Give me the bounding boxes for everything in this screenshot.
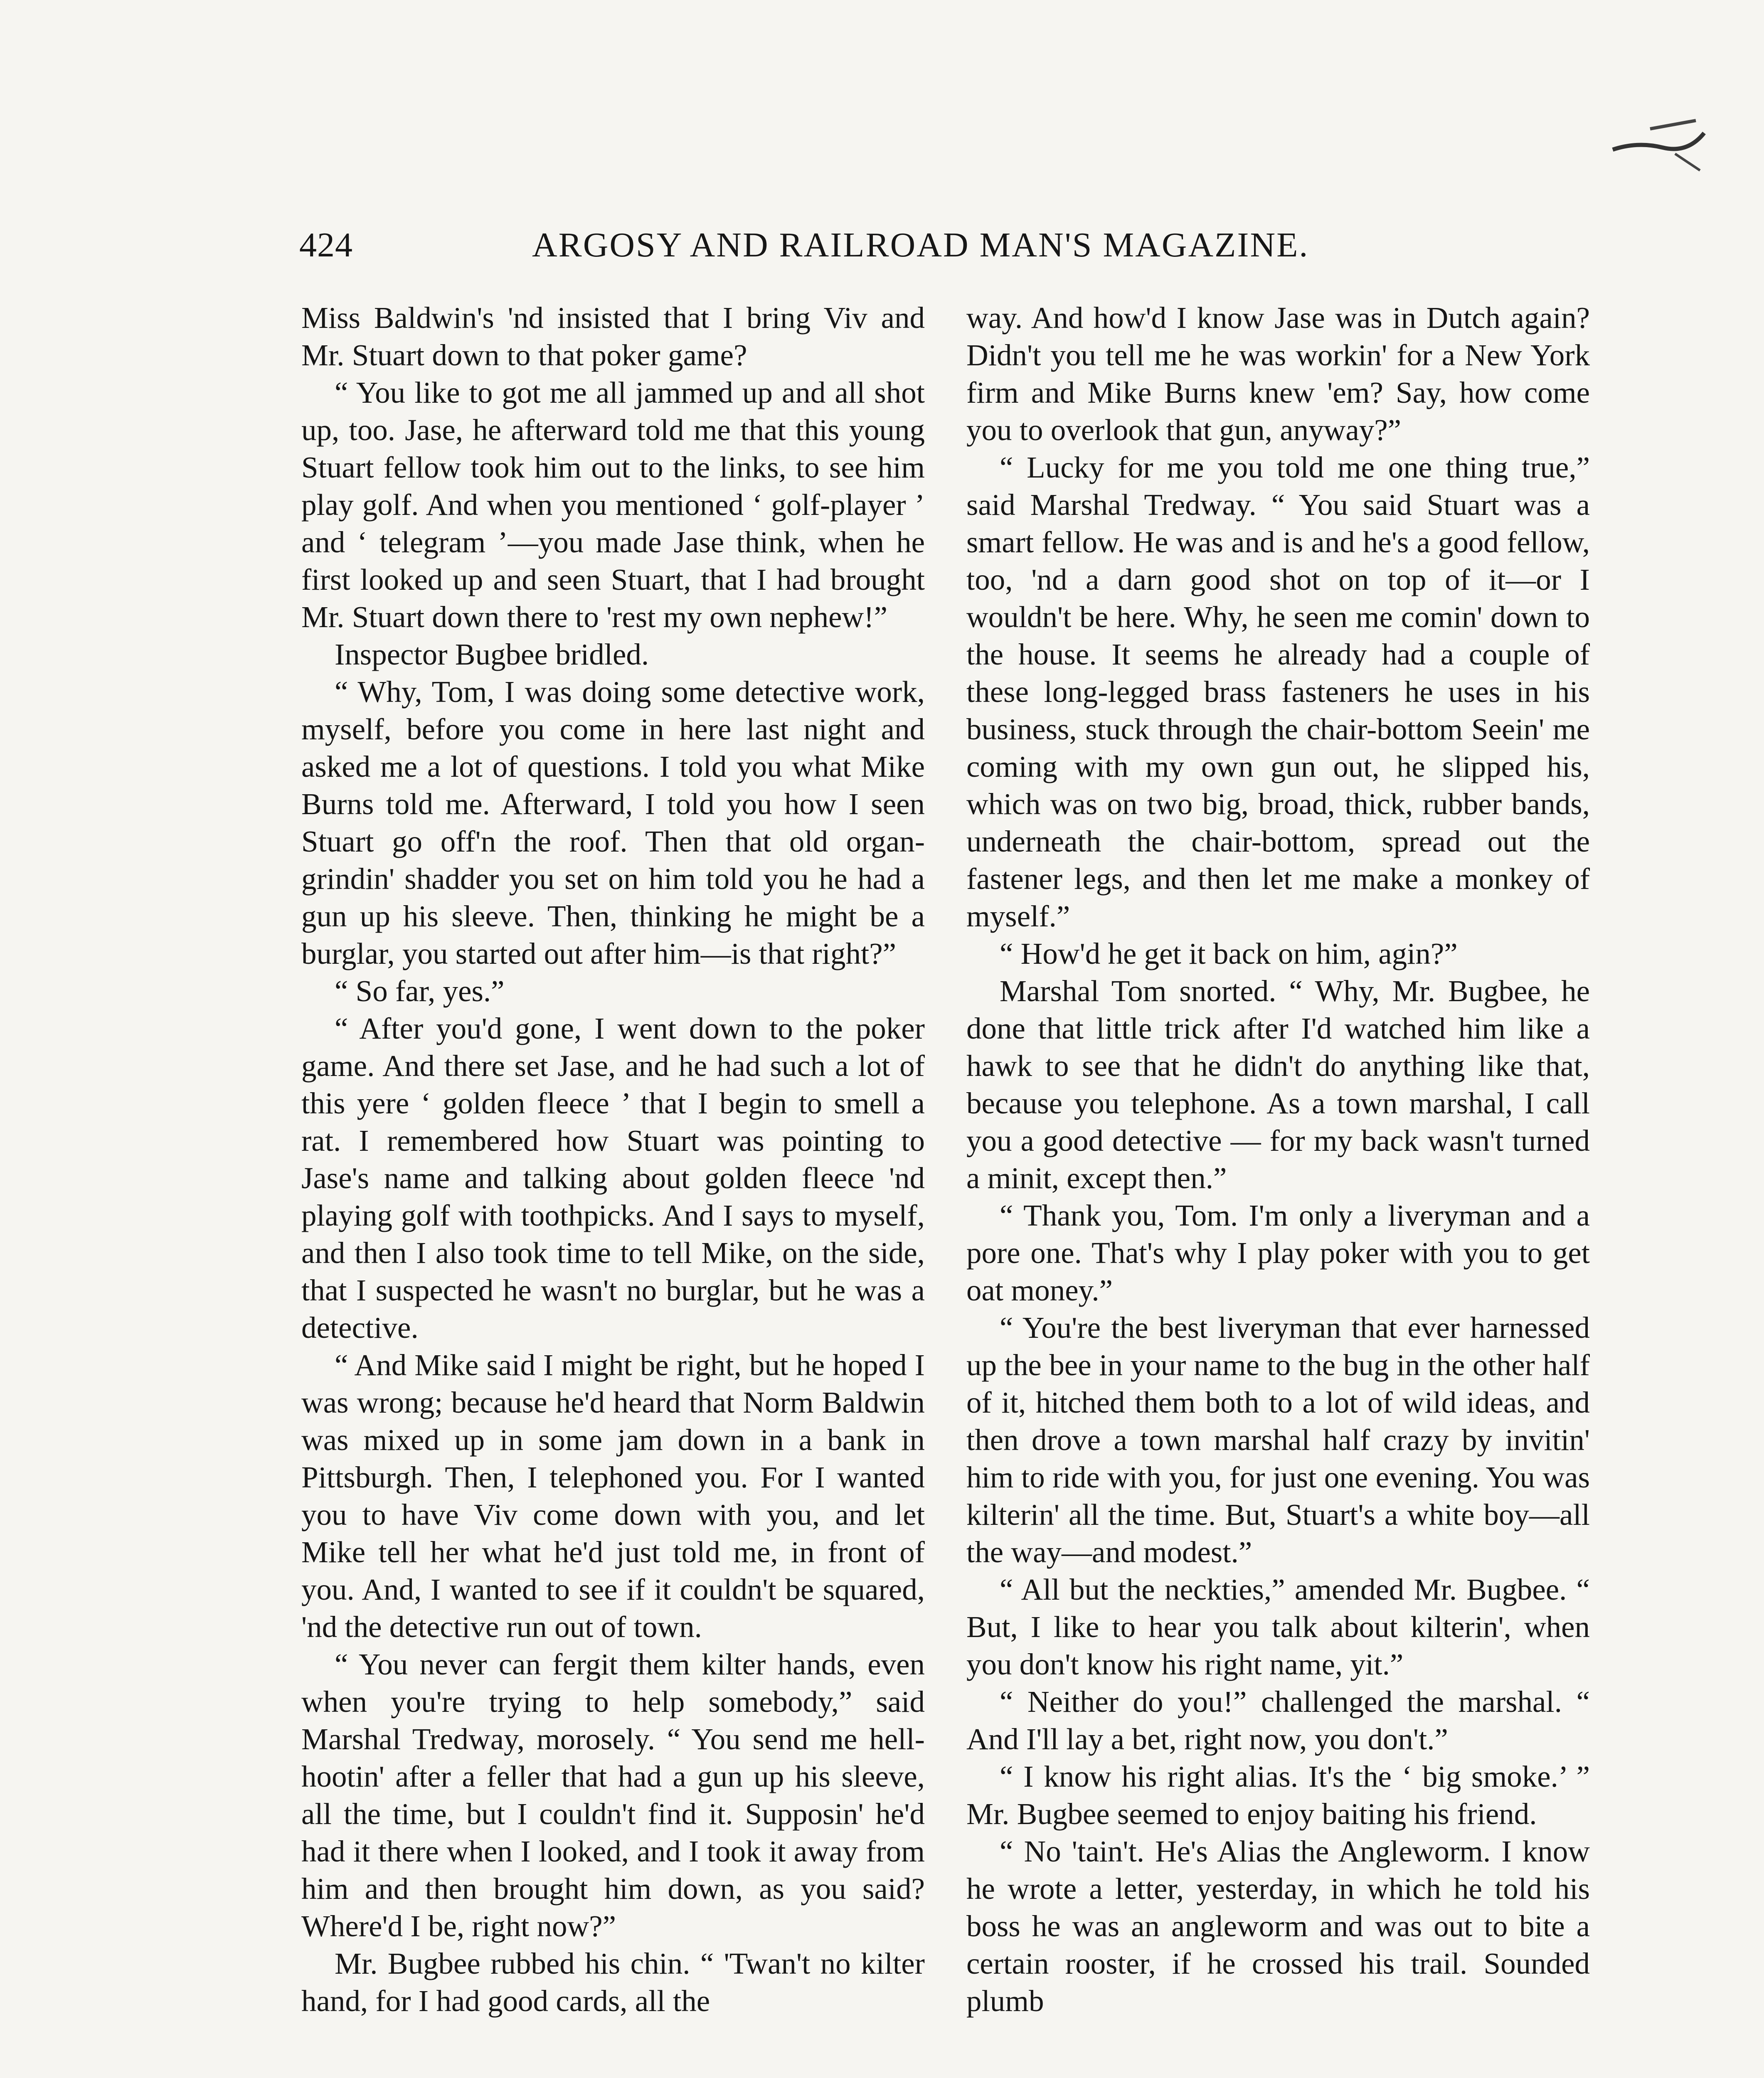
ink-scratch-mark [1600, 104, 1708, 187]
running-title: ARGOSY AND RAILROAD MAN'S MAGAZINE. [532, 226, 1309, 264]
paragraph: Marshal Tom snorted. “ Why, Mr. Bugbee, he done that little trick after I'd watched him like a hawk to see that he didn't do anything like that, because you telephone. As a town marshal, I call you a good detective — for my back wasn't turned a minit, except then.” [966, 974, 1590, 1195]
paragraph: “ Neither do you!” challenged the marshal. “ And I'll lay a bet, right now, you don't.” [966, 1685, 1590, 1756]
page-number: 424 [299, 226, 353, 264]
paragraph: “ Lucky for me you told me one thing true,” said Marshal Tredway. “ You said Stuart was a smart fellow. He was and is and he's a good fellow, too, 'nd a darn good shot on top of it—or I wouldn't be here. Why, he seen me comin' down to the house. It seems he already had a couple of these long-legged brass fasteners he uses in his business, stuck through the chair-bottom Seein' me coming with my own gun out, he slipped his, which was on two big, broad, thick, rubber bands, underneath the chair-bottom, spread out the fastener legs, and then let me make a monkey of myself.” [966, 451, 1590, 933]
paragraph: “ Thank you, Tom. I'm only a liveryman and a pore one. That's why I play poker with you to get oat money.” [966, 1199, 1590, 1307]
paragraph: “ After you'd gone, I went down to the poker game. And there set Jase, and he had such a lot of this yere ‘ golden fleece ’ that I begin to smell a rat. I remembered how Stuart was pointing to Jase's name and talking about golden fleece 'nd playing golf with toothpicks. And I says to myself, and then I also took time to tell Mike, on the side, that I suspected he wasn't no burglar, but he was a detective. [301, 1012, 925, 1344]
paragraph: “ You never can fergit them kilter hands, even when you're trying to help somebody,” said Marshal Tredway, morosely. “ You send me hell-hootin' after a feller that had a gun up his sleeve, all the time, but I couldn't find it. Supposin' he'd had it there when I looked, and I took it away from him and then brought him down, as you said? Where'd I be, right now?” [301, 1647, 925, 1943]
paragraph: “ You're the best liveryman that ever harnessed up the bee in your name to the bug in the other half of it, hitched them both to a lot of wild ideas, and then drove a town marshal half crazy by invitin' him to ride with you, for just one evening. You was kilterin' all the time. But, Stuart's a white boy—all the way—and modest.” [966, 1311, 1590, 1569]
paragraph: “ All but the neckties,” amended Mr. Bugbee. “ But, I like to hear you talk about kilterin', when you don't know his right name, yit.” [966, 1573, 1590, 1681]
paragraph: Inspector Bugbee bridled. [335, 638, 649, 671]
page-header [299, 220, 1380, 270]
paragraph: “ You like to got me all jammed up and all shot up, too. Jase, he afterward told me that this young Stuart fellow took him out to the links, to see him play golf. And when you mentioned ‘ golf-player ’ and ‘ telegram ’—you made Jase think, when he first looked up and seen Stuart, that I had brought Mr. Stuart down there to 'rest my own nephew!” [301, 376, 925, 634]
paragraph: Mr. Bugbee rubbed his chin. “ 'Twan't no kilter hand, for I had good cards, all the [301, 1947, 925, 2018]
paragraph: “ And Mike said I might be right, but he hoped I was wrong; because he'd heard that Norm Baldwin was mixed up in some jam down in a bank in Pittsburgh. Then, I telephoned you. For I wanted you to have Viv come down with you, and let Mike tell her what he'd just told me, in front of you. And, I wanted to see if it couldn't be squared, 'nd the detective run out of town. [301, 1348, 925, 1644]
paragraph: “ How'd he get it back on him, agin?” [1000, 937, 1458, 970]
right-column [966, 299, 1590, 2020]
paragraph: “ I know his right alias. It's the ‘ big smoke.’ ” Mr. Bugbee seemed to enjoy baiting his friend. [966, 1760, 1590, 1831]
paragraph: “ So far, yes.” [335, 974, 505, 1008]
paragraph: “ No 'tain't. He's Alias the Angleworm. I know he wrote a letter, yesterday, in which he told his boss he was an angleworm and was out to bite a certain rooster, if he crossed his trail. Sounded plumb [966, 1834, 1590, 2018]
paragraph: way. And how'd I know Jase was in Dutch again? Didn't you tell me he was workin' for a New York firm and Mike Burns knew 'em? Say, how come you to overlook that gun, anyway?” [966, 301, 1590, 447]
paragraph: “ Why, Tom, I was doing some detective work, myself, before you come in here last night and asked me a lot of questions. I told you what Mike Burns told me. Afterward, I told you how I seen Stuart go off'n the roof. Then that old organ-grindin' shadder you set on him told you he had a gun up his sleeve. Then, thinking he might be a burglar, you started out after him—is that right?” [301, 675, 925, 970]
paragraph: Miss Baldwin's 'nd insisted that I bring Viv and Mr. Stuart down to that poker game? [301, 301, 925, 372]
left-column [301, 299, 925, 2020]
